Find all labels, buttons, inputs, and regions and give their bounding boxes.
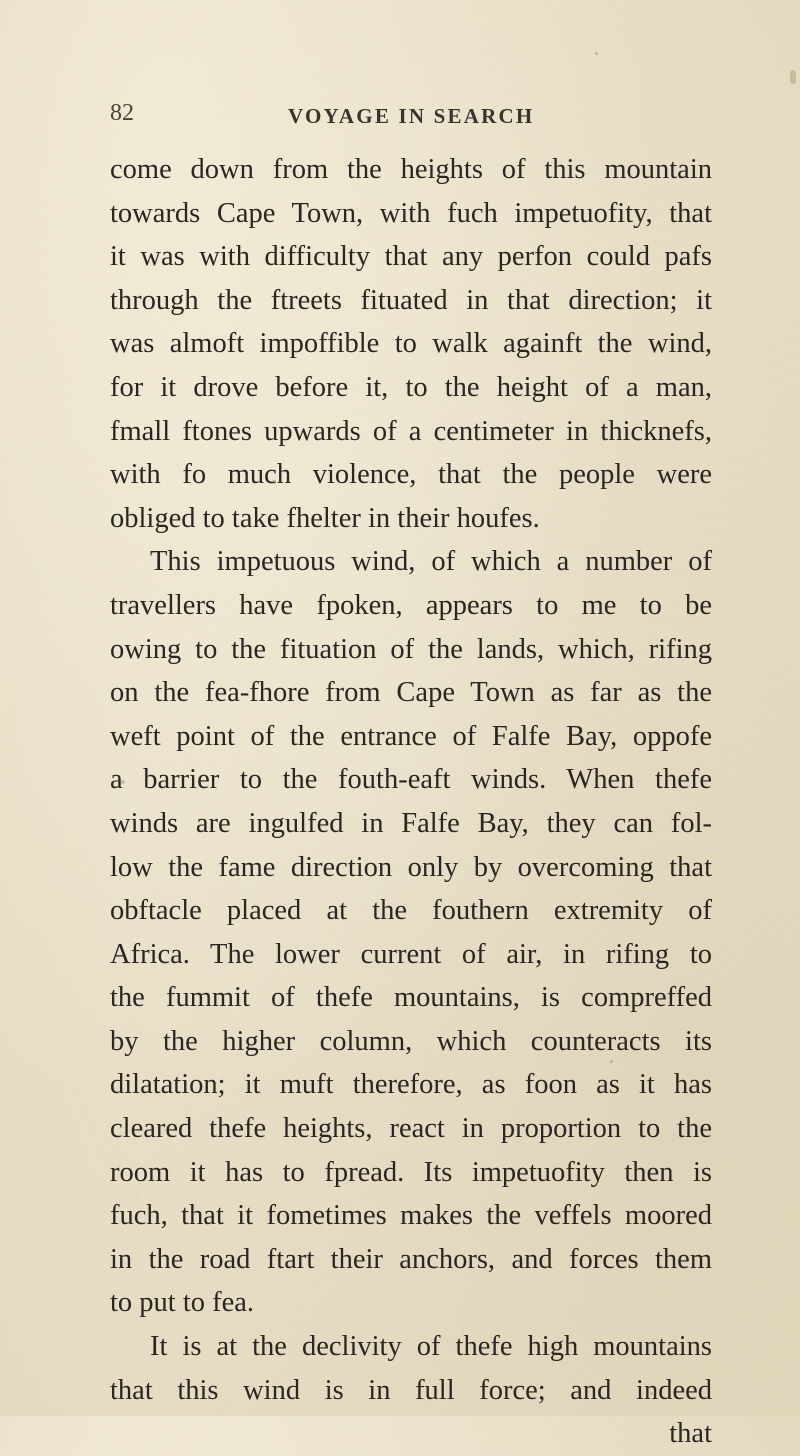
text-line: on the fea-fhore from Cape Town as far as the bbox=[110, 677, 712, 709]
paper-speck bbox=[595, 52, 598, 55]
body-text bbox=[110, 148, 712, 1456]
text-line: obftacle placed at the fouthern extremity of bbox=[110, 895, 712, 927]
text-line: obliged to take fhelter in their houfes. bbox=[110, 502, 540, 534]
text-line: owing to the fituation of the lands, which, rifing bbox=[110, 633, 712, 665]
text-line: come down from the heights of this mountain bbox=[110, 154, 712, 185]
text-line: it was with difficulty that any perfon could pafs bbox=[110, 241, 712, 273]
text-line: was almoft impoffible to walk againft the wind, bbox=[110, 328, 712, 360]
text-line: cleared thefe heights, react in proportion to the bbox=[110, 1113, 712, 1145]
catchword: that bbox=[669, 1418, 712, 1450]
text-line: to put to fea. bbox=[110, 1287, 255, 1319]
text-line: weft point of the entrance of Falfe Bay, oppofe bbox=[110, 720, 712, 752]
text-line: travellers have fpoken, appears to me to be bbox=[110, 589, 712, 621]
paper-speck bbox=[790, 70, 796, 84]
text-line: a barrier to the fouth-eaft winds. When thefe bbox=[110, 764, 712, 796]
running-head bbox=[110, 96, 710, 136]
text-line: Africa. The lower current of air, in rifing to bbox=[110, 938, 712, 970]
text-line: for it drove before it, to the height of a man, bbox=[110, 371, 712, 403]
paragraph-start-line: This impetuous wind, of which a number of bbox=[150, 546, 712, 578]
text-line: with fo much violence, that the people were bbox=[110, 459, 712, 491]
text-line: dilatation; it muft therefore, as foon as it has bbox=[110, 1069, 712, 1101]
text-line: low the fame direction only by overcoming that bbox=[110, 851, 712, 883]
paper-speck bbox=[610, 1060, 613, 1063]
text-line: in the road ftart their anchors, and forces them bbox=[110, 1243, 712, 1275]
text-line: that this wind is in full force; and indeed bbox=[110, 1374, 712, 1406]
text-line: towards Cape Town, with fuch impetuofity, that bbox=[110, 197, 712, 229]
text-line: by the higher column, which counteracts its bbox=[110, 1025, 712, 1057]
paper-speck bbox=[272, 480, 276, 484]
running-title: VOYAGE IN SEARCH bbox=[288, 104, 535, 128]
paper-speck bbox=[120, 780, 125, 784]
text-line: fuch, that it fometimes makes the veffels moored bbox=[110, 1200, 712, 1232]
paper-speck bbox=[650, 1392, 653, 1395]
text-line: the fummit of thefe mountains, is compreffed bbox=[110, 982, 712, 1014]
page-number: 82 bbox=[110, 100, 134, 126]
text-line: fmall ftones upwards of a centimeter in thicknefs, bbox=[110, 415, 712, 447]
paragraph-start-line: It is at the declivity of thefe high mountains bbox=[150, 1331, 712, 1363]
text-line: through the ftreets fituated in that direction; it bbox=[110, 284, 712, 316]
text-line: room it has to fpread. Its impetuofity then is bbox=[110, 1156, 712, 1188]
text-line: winds are ingulfed in Falfe Bay, they can fol- bbox=[110, 807, 712, 839]
